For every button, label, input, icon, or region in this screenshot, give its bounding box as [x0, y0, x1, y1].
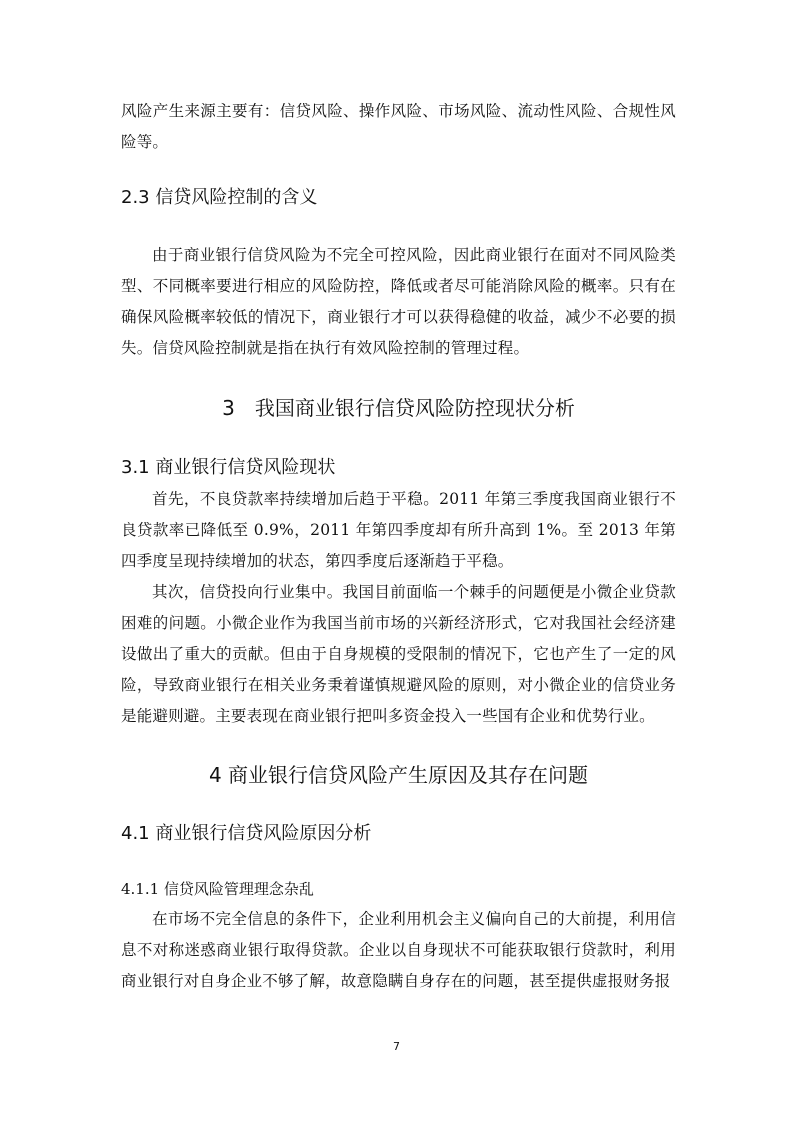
- paragraph-information-asymmetry: 在市场不完全信息的条件下，企业利用机会主义偏向自己的大前提，利用信息不对称迷惑商业银行取得贷款。企业以自身现状不可能获取银行贷款时，利用商业银行对自身企业不够了解，故意隐瞒自身存在的问题，甚至提供虚报财务报: [121, 910, 676, 990]
- page-number: 7: [393, 1040, 400, 1053]
- page-content: [121, 96, 676, 997]
- paragraph-industry-concentration: 其次，信贷投向行业集中。我国目前面临一个棘手的问题便是小微企业贷款困难的问题。小微企业作为我国当前市场的兴新经济形式，它对我国社会经济建设做出了重大的贡献。但由于自身规模的受限制的情况下，它也产生了一定的风险，导致商业银行在相关业务秉着谨慎规避风险的原则，对小微企业的信贷业务是能避则避。主要表现在商业银行把叫多资金投入一些国有企业和优势行业。: [121, 583, 676, 725]
- chapter-heading-4: 4 商业银行信贷风险产生原因及其存在问题: [208, 763, 589, 787]
- chapter-heading-3: 3 我国商业银行信贷风险防控现状分析: [222, 396, 575, 420]
- section-heading-3-1: 3.1 商业银行信贷风险现状: [121, 457, 336, 478]
- paragraph-risk-sources: 风险产生来源主要有：信贷风险、操作风险、市场风险、流动性风险、合规性风险等。: [121, 102, 676, 151]
- subsection-heading-4-1-1: 4.1.1 信贷风险管理理念杂乱: [121, 880, 314, 898]
- paragraph-nonperforming-loans: 首先，不良贷款率持续增加后趋于平稳。2011 年第三季度我国商业银行不良贷款率已降低至 0.9%，2011 年第四季度却有所升高到 1%。至 2013 年第四季度呈现持续增加的状态，第四季度后逐渐趋于平稳。: [121, 490, 676, 570]
- section-heading-2-3: 2.3 信贷风险控制的含义: [121, 187, 318, 208]
- section-heading-4-1: 4.1 商业银行信贷风险原因分析: [121, 823, 372, 844]
- paragraph-credit-risk-control: 由于商业银行信贷风险为不完全可控风险，因此商业银行在面对不同风险类型、不同概率要进行相应的风险防控，降低或者尽可能消除风险的概率。只有在确保风险概率较低的情况下，商业银行才可以获得稳健的收益，减少不必要的损失。信贷风险控制就是指在执行有效风险控制的管理过程。: [121, 246, 676, 357]
